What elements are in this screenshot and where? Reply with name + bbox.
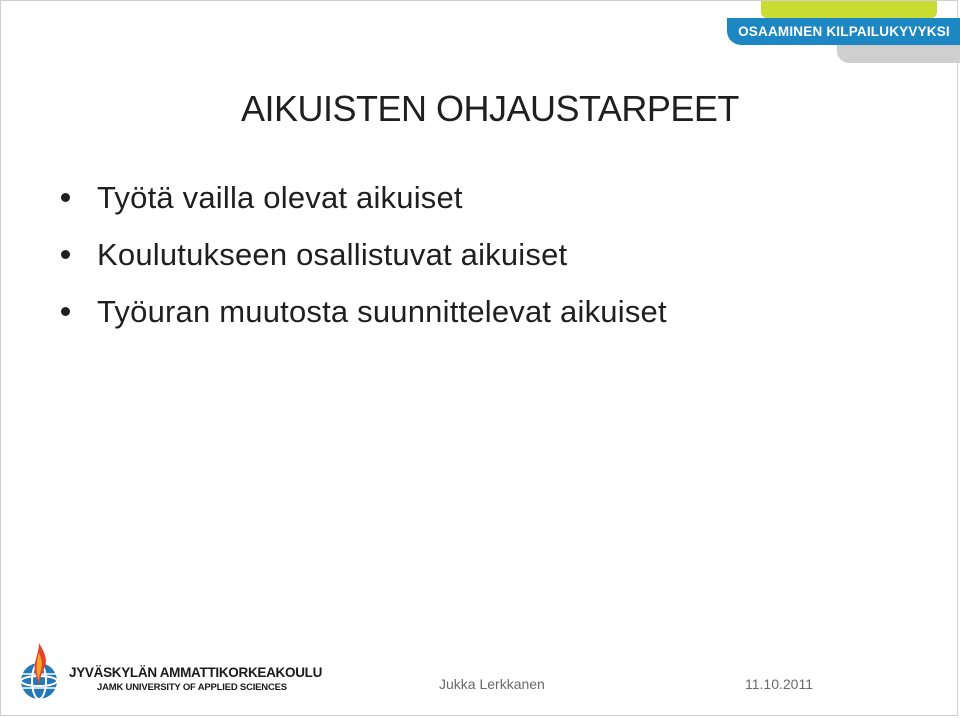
footer-author: Jukka Lerkkanen xyxy=(439,676,545,692)
bullet-text: Koulutukseen osallistuvat aikuiset xyxy=(97,237,568,272)
header-accent-green xyxy=(761,1,937,18)
bullet-text: Työuran muutosta suunnittelevat aikuiset xyxy=(97,294,667,329)
logo-name-line1: JYVÄSKYLÄN AMMATTIKORKEAKOULU xyxy=(69,665,323,680)
logo-name-line2: JAMK UNIVERSITY OF APPLIED SCIENCES xyxy=(97,682,287,693)
slide-title: AIKUISTEN OHJAUSTARPEET xyxy=(241,88,739,129)
bullet-icon xyxy=(61,193,70,202)
bullet-item xyxy=(59,226,667,283)
bullet-list xyxy=(59,169,667,340)
jamk-logo xyxy=(15,641,323,705)
bullet-item xyxy=(59,169,667,226)
bullet-item xyxy=(59,283,667,340)
bullet-icon xyxy=(61,307,70,316)
footer-date: 11.10.2011 xyxy=(745,676,813,692)
bullet-icon xyxy=(61,250,70,259)
jamk-flame-globe-icon xyxy=(15,641,65,705)
bullet-text: Työtä vailla olevat aikuiset xyxy=(97,180,463,215)
header-banner: OSAAMINEN KILPAILUKYVYKSI xyxy=(727,18,960,45)
